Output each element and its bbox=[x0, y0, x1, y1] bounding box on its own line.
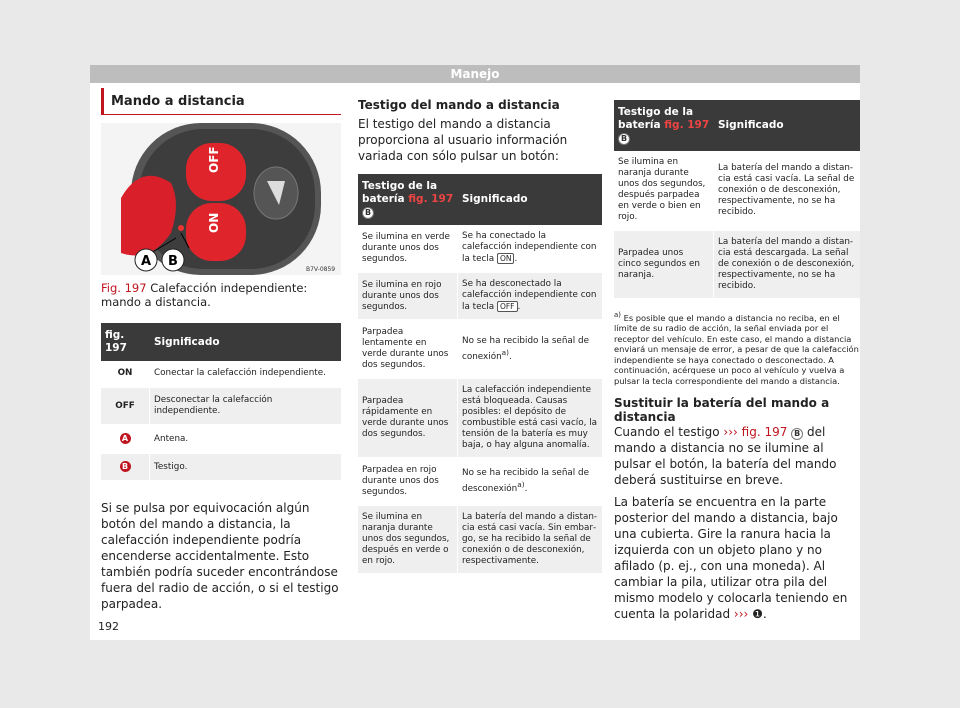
meaning-header: Significado bbox=[458, 174, 602, 225]
legend-value: Desconectar la calefacción independiente. bbox=[150, 388, 341, 426]
indicator-meaning: No se ha recibido la señal de desconexión$^{a)}$. bbox=[458, 459, 602, 506]
indicator-state: Parpadea unos cinco segundos en naranja. bbox=[614, 231, 714, 300]
indicator-header-text: Testigo de la batería bbox=[618, 106, 694, 131]
body-paragraph: Si se pulsa por equivocación algún botón del mando a distancia, la calefacción independiente podría encenderse accidentalmente. Esto también podría suceder encontrándose fuera del radio de acción, o si el testigo parpadea. bbox=[101, 501, 339, 611]
legend-value: Conectar la calefacción independiente. bbox=[150, 361, 341, 388]
indicator-state: Se ilumina en verde durante unos dos segundos. bbox=[358, 225, 458, 273]
meaning-header: Significado bbox=[714, 100, 860, 151]
p1-text-a: Cuando el testigo bbox=[614, 425, 720, 440]
running-header: Manejo bbox=[90, 65, 860, 83]
indicator-header bbox=[358, 174, 458, 225]
key-on-icon: ON bbox=[497, 253, 515, 264]
link-arrow-icon: ››› bbox=[733, 607, 749, 622]
legend-header-meaning: Significado bbox=[150, 323, 341, 361]
indicator-meaning: Se ha conectado la calefacción independiente con la tecla ON . bbox=[458, 225, 602, 273]
meaning-text: Se ha desconectado la calefacción independiente con la tecla bbox=[462, 279, 597, 312]
indicator-table bbox=[358, 174, 602, 575]
led-indicator bbox=[178, 225, 184, 231]
marker-a: A bbox=[141, 254, 152, 269]
footnote-ref: a) bbox=[501, 347, 510, 357]
marker-b-badge: B bbox=[618, 133, 630, 145]
indicator-meaning: Se ha desconectado la calefacción independiente con la tecla OFF . bbox=[458, 273, 602, 321]
remote-control-illustration bbox=[101, 123, 341, 275]
table-row bbox=[358, 225, 602, 273]
footnote-text: Es posible que el mando a distancia no reciba, en el límite de su radio de acción, la señal enviada por el receptor del vehículo. En este caso, el mando a distancia enviará un mensaje de error, a pesar de que la calefacción independiente se haya conectado o desconectado. A continuación, acérquese un poco al vehículo y vuelva a pulsar la tecla correspondiente del mando a distancia. bbox=[614, 312, 859, 386]
legend-key: ON bbox=[101, 361, 150, 388]
footnote-mark: a) bbox=[614, 311, 621, 319]
column-right bbox=[614, 100, 860, 628]
marker-b-badge: B bbox=[791, 428, 803, 440]
indicator-header-fig: fig. 197 bbox=[664, 119, 710, 131]
figure-code: B7V-0859 bbox=[306, 266, 336, 273]
battery-p1 bbox=[614, 424, 860, 488]
indicator-header-text: Testigo de la batería bbox=[362, 180, 438, 205]
indicator-meaning: La calefacción independiente está bloqueada. Causas posibles: el depósito de combustible está casi vacío, la tensión de la batería es muy baja, o hay alguna anomalía. bbox=[458, 379, 602, 459]
button-off-label: OFF bbox=[207, 146, 221, 173]
indicator-meaning: La batería del mando a distancia está casi vacía. Sin embargo, se ha recibido la señal de conexión o de desconexión, respectivamente. bbox=[458, 506, 602, 575]
footnote-ref: a) bbox=[517, 480, 525, 490]
battery-p2: La batería se encuentra en la parte posterior del mando a distancia, bajo una cubierta. Gire la ranura hacia la izquierda con un objeto plano y no afilado (p. ej., con una moneda). Al cambiar la pila, utilizar otra pila del mismo modelo y colocarla teniendo en cuenta la polaridad ››› ❶. bbox=[614, 495, 848, 622]
meaning-text: No se ha recibido la señal de conexión bbox=[462, 335, 590, 362]
table-row bbox=[358, 379, 602, 459]
indicator-state: Parpadea lentamente en verde durante unos dos segundos. bbox=[358, 321, 458, 379]
indicator-table-continued bbox=[614, 100, 860, 300]
key-off-icon: OFF bbox=[497, 301, 518, 312]
intro-paragraph: El testigo del mando a distancia proporciona al usuario información variada con sólo pulsar un botón: bbox=[358, 117, 568, 163]
figure-label: Fig. 197 bbox=[101, 281, 147, 295]
table-row bbox=[101, 361, 341, 388]
table-row bbox=[101, 388, 341, 426]
warning-icon: ❶ bbox=[752, 607, 763, 622]
legend-table bbox=[101, 323, 341, 482]
indicator-state: Se ilumina en rojo durante unos dos segundos. bbox=[358, 273, 458, 321]
remote-photo bbox=[101, 123, 341, 275]
indicator-state: Se ilumina en naranja durante unos dos segundos, después parpadea en verde o bien en rojo. bbox=[614, 151, 714, 231]
table-row bbox=[358, 321, 602, 379]
button-on-label: ON bbox=[207, 212, 221, 233]
indicator-meaning: La batería del mando a distancia está casi vacía. La señal de conexión o de desconexión, respectivamente, no se ha recibido. bbox=[714, 151, 860, 231]
legend-key: OFF bbox=[101, 388, 150, 426]
column-left bbox=[101, 88, 341, 612]
meaning-text: Se ha conectado la calefacción independiente con la tecla bbox=[462, 231, 597, 264]
marker-b-badge: B bbox=[120, 461, 131, 472]
figure-link[interactable]: fig. 197 bbox=[741, 425, 788, 440]
legend-value: Testigo. bbox=[150, 454, 341, 482]
section-title bbox=[101, 88, 341, 115]
legend-header-fig: fig. 197 bbox=[101, 323, 150, 361]
section-title-text: Mando a distancia bbox=[111, 94, 245, 109]
legend-key bbox=[101, 426, 150, 454]
indicator-state: Parpadea en rojo durante unos dos segundos. bbox=[358, 459, 458, 506]
p1-text-d: del mando a distancia no se ilumine al pulsar el botón, la batería del mando deberá sustituirse en breve. bbox=[614, 425, 837, 488]
marker-b-badge: B bbox=[362, 207, 374, 219]
table-row bbox=[101, 426, 341, 454]
table-row bbox=[358, 273, 602, 321]
battery-paragraph bbox=[614, 424, 860, 622]
page-number: 192 bbox=[98, 620, 119, 633]
table-row bbox=[358, 459, 602, 506]
p2-text: La batería se encuentra en la parte posterior del mando a distancia, bajo una cubierta. Gire la ranura hacia la izquierda con un objeto plano y no afilado (p. ej., con una moneda). Al cambiar la pila, utilizar otra pila del mismo modelo y colocarla teniendo en cuenta la polaridad bbox=[614, 495, 848, 622]
indicator-state: Se ilumina en naranja durante unos dos segundos, después en verde o en rojo. bbox=[358, 506, 458, 575]
table-row bbox=[614, 231, 860, 300]
subsection-title: Sustituir la batería del mando a distancia bbox=[614, 396, 830, 425]
meaning-text: No se ha recibido la señal de desconexión bbox=[462, 468, 590, 494]
figure-caption-text: Calefacción independiente: mando a distancia. bbox=[101, 281, 308, 309]
legend-key bbox=[101, 454, 150, 482]
column-middle bbox=[358, 88, 602, 575]
legend-value: Antena. bbox=[150, 426, 341, 454]
indicator-state: Parpadea rápidamente en verde durante unos dos segundos. bbox=[358, 379, 458, 459]
indicator-header bbox=[614, 100, 714, 151]
table-row bbox=[614, 151, 860, 231]
link-arrow-icon: ››› bbox=[723, 425, 738, 440]
subsection-title: Testigo del mando a distancia bbox=[358, 98, 560, 112]
marker-b: B bbox=[168, 254, 178, 269]
footnote bbox=[614, 310, 860, 386]
marker-a-badge: A bbox=[120, 433, 131, 444]
indicator-header-fig: fig. 197 bbox=[408, 193, 454, 205]
table-row bbox=[101, 454, 341, 482]
table-row bbox=[358, 506, 602, 575]
figure-caption bbox=[101, 281, 341, 309]
indicator-meaning: La batería del mando a distancia está descargada. La señal de conexión o de desconexión, respectivamente, no se ha recibido. bbox=[714, 231, 860, 300]
indicator-meaning: No se ha recibido la señal de conexión$^{a)}$. bbox=[458, 321, 602, 379]
